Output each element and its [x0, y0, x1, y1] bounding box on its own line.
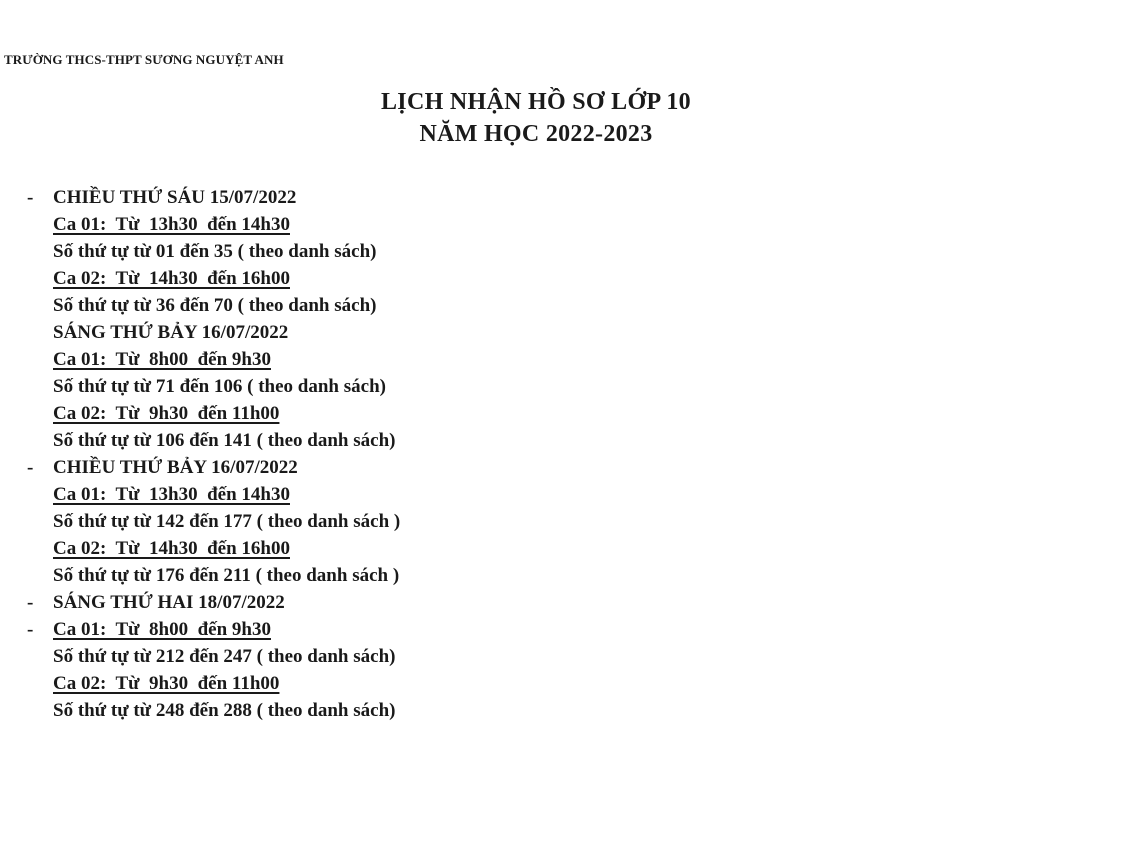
session-heading: SÁNG THỨ BẢY 16/07/2022: [53, 322, 289, 343]
session-heading: SÁNG THỨ HAI 18/07/2022: [53, 592, 285, 613]
bullet-dash: -: [27, 457, 34, 478]
shift-time: Ca 01: Từ 13h30 đến 14h30: [53, 484, 290, 505]
bullet-dash: -: [27, 592, 34, 613]
session-heading: CHIỀU THỨ SÁU 15/07/2022: [53, 187, 297, 208]
shift-range: Số thứ tự từ 01 đến 35 ( theo danh sách): [53, 241, 377, 262]
school-year: NĂM HỌC 2022-2023: [419, 121, 653, 147]
shift-range: Số thứ tự từ 36 đến 70 ( theo danh sách): [53, 295, 377, 316]
shift-time: Ca 02: Từ 14h30 đến 16h00: [53, 538, 290, 559]
shift-range: Số thứ tự từ 71 đến 106 ( theo danh sách): [53, 376, 386, 397]
shift-range: Số thứ tự từ 176 đến 211 ( theo danh sách ): [53, 565, 400, 586]
shift-time: Ca 01: Từ 8h00 đến 9h30: [53, 619, 271, 640]
shift-range: Số thứ tự từ 212 đến 247 ( theo danh sách): [53, 646, 396, 667]
shift-time: Ca 02: Từ 9h30 đến 11h00: [53, 403, 280, 424]
document-title: LỊCH NHẬN HỒ SƠ LỚP 10: [381, 89, 691, 115]
shift-time: Ca 02: Từ 9h30 đến 11h00: [53, 673, 280, 694]
shift-range: Số thứ tự từ 106 đến 141 ( theo danh sách): [53, 430, 396, 451]
session-heading: CHIỀU THỨ BẢY 16/07/2022: [53, 457, 298, 478]
shift-range: Số thứ tự từ 248 đến 288 ( theo danh sách): [53, 700, 396, 721]
shift-range: Số thứ tự từ 142 đến 177 ( theo danh sách ): [53, 511, 401, 532]
bullet-dash: -: [27, 619, 34, 640]
school-name: TRƯỜNG THCS-THPT SƯƠNG NGUYỆT ANH: [4, 52, 284, 67]
shift-time: Ca 01: Từ 13h30 đến 14h30: [53, 214, 290, 235]
shift-time: Ca 02: Từ 14h30 đến 16h00: [53, 268, 290, 289]
bullet-dash: -: [27, 187, 34, 208]
shift-time: Ca 01: Từ 8h00 đến 9h30: [53, 349, 271, 370]
